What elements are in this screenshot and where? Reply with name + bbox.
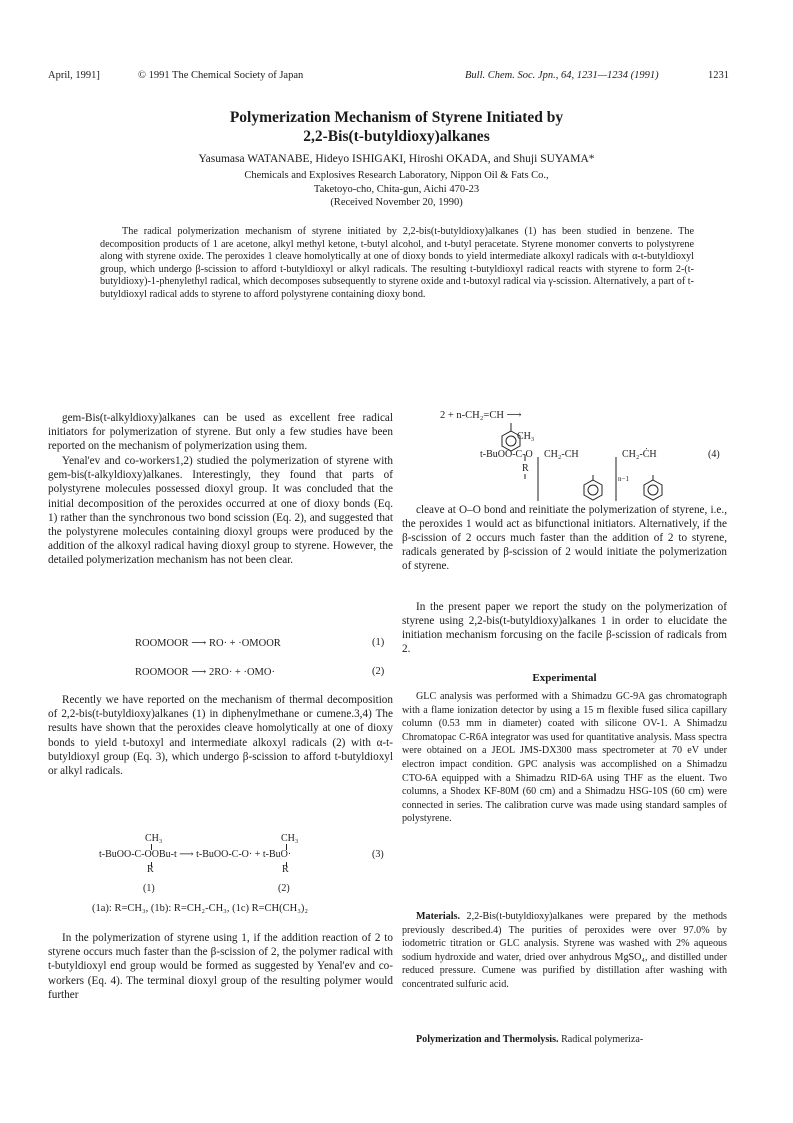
paragraph-text: Recently we have reported on the mechanism of thermal decomposition of 2,2-bis(t-butyldioxy)alkanes (1) in diphenylmethane or cumene.3,4) The results have shown that the peroxides cleave homolytically at one of dioxy bonds to yield t-butoxyl and intermediate alkoxyl radicals (2) with α-t-butyldioxyl group (Eq. 3), which undergo β-scission to afford t-butyldioxyl or alkyl radicals. xyxy=(48,694,393,778)
header-journal: Bull. Chem. Soc. Jpn., 64, 1231—1234 (1991) xyxy=(465,70,659,81)
eq4-top: 2 + n-CH₂=CH ⟶ xyxy=(440,410,522,421)
eq3-r-right: R xyxy=(282,864,289,875)
eq4-ch3: CH₃ xyxy=(517,431,535,442)
left-paragraph-3 xyxy=(48,693,393,778)
received-date: (Received November 20, 1990) xyxy=(330,197,463,208)
section-heading-experimental: Experimental xyxy=(532,672,597,684)
eq4-number: (4) xyxy=(708,449,720,460)
paper-title xyxy=(0,108,793,146)
equation-2: ROOMOOR ⟶ 2RO· + ·OMO· xyxy=(135,667,275,678)
right-paragraph-2 xyxy=(402,600,727,656)
paragraph-text: In the polymerization of styrene using 1, if the addition reaction of 2 to styrene occurs much faster than the β-scission of 2, the polymer radical with t-butyldioxyl end group would be formed as suggested by Yenal'ev and co-workers (Eq. 4). The terminal dioxyl group of the resulting polymer would further xyxy=(48,932,393,1001)
eq4-repeat-unit: CH₂-CH xyxy=(544,449,579,460)
abstract xyxy=(100,226,694,302)
abstract-text: The radical polymerization mechanism of styrene initiated by 2,2-bis(t-butyldioxy)alkanes (1) has been studied in benzene. The decomposition products of 1 are acetone, alkyl methyl ketone, t-butyl alcohol, and t-butyl peracetate. Styrene monomer converts to polystyrene along with styrene oxide. The peroxides 1 cleave homolytically at one of dioxy bonds to yield intermediate alkoxyl radicals with α-t-butyldioxyl group, which undergo β-scission to afford t-butyldioxyl or alkyl radicals. The resulting t-butyldioxyl radical reacts with styrene to form 2-(t-butyldioxy)-1-phenylethyl radical, which decomposes subsequently to styrene oxide and t-butoxyl radical via γ-scission. Alternatively, a part of t-butyldioxyl radical adds to styrene to afford polystyrene containing dioxy bond. xyxy=(100,226,694,300)
materials-heading: Materials. xyxy=(416,911,461,922)
running-header xyxy=(48,70,748,86)
eq3-label-2: (2) xyxy=(278,883,290,894)
equation-1: ROOMOOR ⟶ RO· + ·OMOOR xyxy=(135,638,281,649)
header-copyright: © 1991 The Chemical Society of Japan xyxy=(138,70,304,81)
eq3-r-left: R xyxy=(147,864,154,875)
title-line-1: Polymerization Mechanism of Styrene Initiated by xyxy=(229,109,564,126)
eq3-ch3-left: CH₃ xyxy=(145,833,163,844)
paragraph-text: Radical polymeriza- xyxy=(561,1034,644,1045)
affiliation-line-1: Chemicals and Explosives Research Laboratory, Nippon Oil & Fats Co., xyxy=(244,170,549,181)
eq3-definitions: (1a): R=CH₃, (1b): R=CH₂-CH₃, (1c) R=CH(CH₃)₂ xyxy=(92,903,309,914)
left-paragraph-4 xyxy=(48,931,393,1002)
paragraph-text: Yenal'ev and co-workers1,2) studied the polymerization of styrene with gem-bis(t-alkyldioxy)alkanes. Interestingly, they found that parts of polystyrene molecules possessed dioxyl group. It was concluded that the initial decomposition of the peroxides occurred at one of dioxy bonds (Eq. 1) rather than the synchronous two bond scission (Eq. 2), and suggested that the polystyrene molecules containing dioxyl groups were produced by the addition of the alkoxyl radical having dioxyl group to styrene. However, the detailed polymerization mechanism has not been clear. xyxy=(48,455,393,567)
eq4-r: R xyxy=(522,463,529,474)
equation-4 xyxy=(402,409,727,499)
paragraph-text: 2,2-Bis(t-butyldioxy)alkanes were prepared by the methods previously described.4) The purities of peroxides were over 97.0% by iodometric titration or GLC analysis. Styrene was washed with 2% aqueous sodium hydroxide and water, dried over anhydrous MgSO₄, and distilled under reduced pressure. Cumene was purified by distillation after washing with concentrated sulfuric acid. xyxy=(402,911,727,990)
paragraph-text: gem-Bis(t-alkyldioxy)alkanes can be used as excellent free radical initiators for polymerization of styrene. But only a few studies have been reported on the mechanism of polymerization using them. xyxy=(48,412,393,453)
eq3-label-1: (1) xyxy=(143,883,155,894)
materials-paragraph xyxy=(402,910,727,992)
authors: Yasumasa WATANABE, Hideyo ISHIGAKI, Hiroshi OKADA, and Shuji SUYAMA* xyxy=(198,153,595,165)
experimental-paragraph-1 xyxy=(402,690,727,826)
affiliation xyxy=(0,169,793,210)
left-paragraph-2 xyxy=(48,454,393,568)
eq4-subscript: n−1 xyxy=(618,475,629,483)
header-date: April, 1991] xyxy=(48,70,100,81)
paragraph-text: In the present paper we report the study on the polymerization of styrene using 2,2-bis(t-butyldioxy)alkanes 1 in order to elucidate the initiation mechanism forcusing on the facile β-scission of radicals from 2. xyxy=(402,601,727,656)
equation-1-number: (1) xyxy=(372,637,385,648)
paragraph-text: cleave at O–O bond and reinitiate the polymerization of styrene, i.e., the peroxides 1 would act as bifunctional initiators. Alternatively, if the β-scission of 2 occurs much faster than the addition of 2 to styrene, radicals generated by β-scission of 2 would initiate the polymerization of styrene. xyxy=(402,504,727,573)
paragraph-text: GLC analysis was performed with a Shimadzu GC-9A gas chromatograph with a flame ionization detector by using a 15 m flexible fused silica capillary column (0.53 mm in diameter) coated with silicone OV-1. A Shimadzu Chromatopac C-R6A integrator was used for quantitative analysis. Mass spectra were obtained on a JEOL JMS-DX300 mass spectrometer at 70 eV under electron impact condition. GPC analysis was accomplished on a Shimadzu CTO-6A equipped with a Shimadzu RID-6A using THF as the eluent. Two columns, a Shodex KF-80M (60 cm) and a Shimadzu HSG-10S (60 cm) were connected in series. The calibration curve was made using standard samples of polystyrene. xyxy=(402,691,727,825)
equation-2-number: (2) xyxy=(372,666,385,677)
eq4-main: t-BuOO-C-O xyxy=(480,449,533,460)
header-page-number: 1231 xyxy=(708,70,729,81)
polymerization-paragraph xyxy=(402,1033,727,1047)
eq3-main: t-BuOO-C-OOBu-t ⟶ t-BuOO-C-O· + t-BuO· xyxy=(99,849,292,860)
right-paragraph-1 xyxy=(402,503,727,573)
eq3-number: (3) xyxy=(372,849,384,860)
eq4-structure-drawing xyxy=(402,423,727,509)
polymerization-heading: Polymerization and Thermolysis. xyxy=(416,1034,559,1045)
left-paragraph-1 xyxy=(48,411,393,454)
eq3-ch3-right: CH₃ xyxy=(281,833,299,844)
eq4-end-group: CH₂-ĊH xyxy=(622,449,657,460)
affiliation-line-2: Taketoyo-cho, Chita-gun, Aichi 470-23 xyxy=(313,183,480,195)
title-line-2: 2,2-Bis(t-butyldioxy)alkanes xyxy=(303,128,490,145)
